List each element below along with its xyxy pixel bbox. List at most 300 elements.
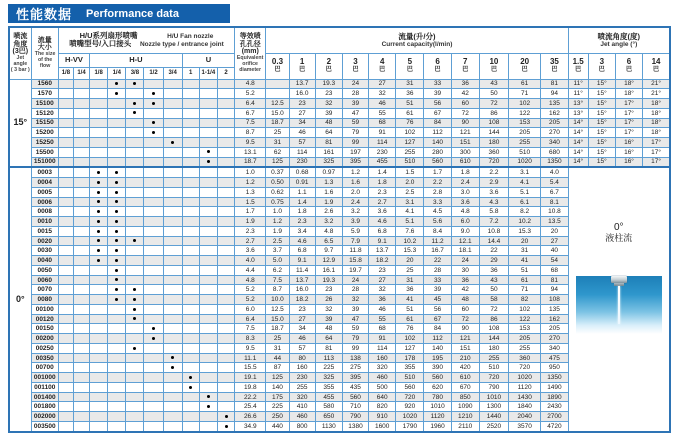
connection-availability-cell <box>182 147 199 157</box>
connection-availability-cell <box>217 392 234 402</box>
nozzle-photo <box>576 276 662 334</box>
capacity-cell: 32 <box>315 99 342 109</box>
capacity-cell: 560 <box>342 392 368 402</box>
angle-pressure-header <box>568 53 588 79</box>
capacity-pressure-header <box>266 53 289 79</box>
capacity-cell: 48 <box>315 324 342 334</box>
connection-availability-cell <box>90 334 108 344</box>
capacity-cell: 16.0 <box>289 285 315 295</box>
connection-availability-cell <box>90 421 108 432</box>
availability-dot-icon <box>115 210 118 213</box>
capacity-cell: 820 <box>369 402 396 412</box>
availability-dot-icon <box>97 181 100 184</box>
capacity-cell: 270 <box>541 128 568 138</box>
orifice-diameter-cell: 25.4 <box>235 402 266 412</box>
capacity-cell: 197 <box>342 147 368 157</box>
capacity-cell: 460 <box>369 373 396 383</box>
connection-availability-cell <box>217 118 234 128</box>
connection-availability-cell <box>199 187 217 197</box>
flow-model-cell: 1560 <box>31 79 58 89</box>
capacity-cell: 108 <box>479 324 508 334</box>
connection-availability-cell <box>144 178 163 188</box>
connection-availability-cell <box>58 128 73 138</box>
capacity-cell: 54 <box>541 256 568 266</box>
orifice-diameter-cell: 13.1 <box>235 147 266 157</box>
connection-availability-cell <box>90 295 108 305</box>
connection-availability-cell <box>58 167 73 177</box>
connection-availability-cell <box>217 256 234 266</box>
availability-dot-icon <box>133 308 136 311</box>
connection-availability-cell <box>108 353 126 363</box>
connection-availability-cell <box>90 157 108 167</box>
connection-availability-cell <box>58 402 73 412</box>
capacity-cell: 1020 <box>509 157 541 167</box>
flow-model-cell: 002000 <box>31 412 58 422</box>
capacity-cell: 15.8 <box>342 256 368 266</box>
capacity-cell: 102 <box>396 334 424 344</box>
connection-availability-cell <box>182 314 199 324</box>
connection-availability-cell <box>108 89 126 99</box>
orifice-diameter-cell: 1.2 <box>235 178 266 188</box>
capacity-pressure-header <box>509 53 541 79</box>
capacity-cell: 1.8 <box>369 178 396 188</box>
connection-availability-cell <box>144 324 163 334</box>
capacity-cell: 36 <box>396 89 424 99</box>
connection-availability-cell <box>182 157 199 167</box>
capacity-pressure-header <box>479 53 508 79</box>
connection-size-header: 3/4 <box>163 67 182 79</box>
connection-availability-cell <box>126 275 144 285</box>
jet-angle-cell: 18° <box>643 99 670 109</box>
connection-availability-cell <box>90 412 108 422</box>
capacity-cell: 720 <box>509 363 541 373</box>
connection-availability-cell <box>108 295 126 305</box>
availability-dot-icon <box>97 171 100 174</box>
connection-availability-cell <box>108 236 126 246</box>
capacity-cell: 2.4 <box>342 197 368 207</box>
capacity-cell: 26 <box>315 295 342 305</box>
connection-availability-cell <box>73 89 89 99</box>
capacity-cell <box>266 89 289 99</box>
capacity-cell: 90 <box>451 118 479 128</box>
capacity-cell: 2.7 <box>369 197 396 207</box>
capacity-cell: 4.5 <box>424 207 451 217</box>
connection-availability-cell <box>163 402 182 412</box>
connection-availability-cell <box>58 99 73 109</box>
capacity-cell: 72 <box>451 108 479 118</box>
capacity-cell: 56 <box>424 99 451 109</box>
orifice-diameter-header: 等效喷 孔孔径 (mm) Equivalent orifice diameter <box>235 27 266 79</box>
connection-availability-cell <box>182 392 199 402</box>
capacity-cell: 3.0 <box>451 187 479 197</box>
capacity-cell: 6.8 <box>289 246 315 256</box>
availability-dot-icon <box>115 278 118 281</box>
capacity-pressure-header <box>451 53 479 79</box>
capacity-cell: 122 <box>509 108 541 118</box>
capacity-cell: 6.1 <box>509 197 541 207</box>
capacity-cell: 16.7 <box>424 246 451 256</box>
connection-availability-cell <box>163 343 182 353</box>
connection-availability-cell <box>58 187 73 197</box>
connection-availability-cell <box>58 353 73 363</box>
capacity-cell: 61 <box>396 314 424 324</box>
connection-availability-cell <box>199 343 217 353</box>
connection-availability-cell <box>126 246 144 256</box>
pressure-unit: 巴 <box>625 67 632 74</box>
capacity-cell: 71 <box>509 285 541 295</box>
capacity-cell: 67 <box>424 108 451 118</box>
capacity-cell: 580 <box>315 402 342 412</box>
availability-dot-icon <box>225 425 228 428</box>
connection-availability-cell <box>73 226 89 236</box>
capacity-cell: 41 <box>509 256 541 266</box>
connection-availability-cell <box>58 324 73 334</box>
capacity-cell: 39 <box>342 99 368 109</box>
capacity-cell: 560 <box>424 157 451 167</box>
angle-pressure-header <box>588 53 615 79</box>
capacity-cell: 325 <box>315 157 342 167</box>
connection-availability-cell <box>126 402 144 412</box>
connection-availability-cell <box>58 89 73 99</box>
connection-availability-cell <box>90 236 108 246</box>
capacity-cell: 1.3 <box>315 178 342 188</box>
connection-availability-cell <box>73 187 89 197</box>
pressure-value: 35 <box>549 57 559 67</box>
flow-model-cell: 00350 <box>31 353 58 363</box>
connection-availability-cell <box>199 402 217 412</box>
capacity-cell: 2.8 <box>424 187 451 197</box>
jet-note-label: 液柱流 <box>605 233 633 244</box>
connection-availability-cell <box>58 392 73 402</box>
orifice-diameter-cell: 11.1 <box>235 353 266 363</box>
capacity-cell: 950 <box>541 363 568 373</box>
table-row <box>9 147 670 157</box>
capacity-cell: 94 <box>541 285 568 295</box>
connection-availability-cell <box>144 421 163 432</box>
connection-availability-cell <box>126 99 144 109</box>
pressure-unit: 巴 <box>274 67 281 74</box>
connection-availability-cell <box>126 187 144 197</box>
capacity-cell: 3.6 <box>479 187 508 197</box>
capacity-cell: 16.0 <box>289 89 315 99</box>
connection-availability-cell <box>73 99 89 109</box>
connection-availability-cell <box>108 265 126 275</box>
orifice-diameter-cell: 26.6 <box>235 412 266 422</box>
connection-availability-cell <box>163 363 182 373</box>
orifice-diameter-cell: 3.6 <box>235 246 266 256</box>
connection-availability-cell <box>163 118 182 128</box>
capacity-cell: 43 <box>479 79 508 89</box>
capacity-cell: 2.2 <box>479 167 508 177</box>
table-row <box>9 79 670 89</box>
capacity-cell: 1.7 <box>424 167 451 177</box>
connection-size-header: 1/8 <box>58 67 73 79</box>
jet-angle-cell: 14° <box>568 147 588 157</box>
capacity-cell: 500 <box>369 382 396 392</box>
connection-availability-cell <box>108 412 126 422</box>
pressure-unit: 巴 <box>551 67 558 74</box>
connection-availability-cell <box>163 157 182 167</box>
capacity-cell: 1.5 <box>396 167 424 177</box>
capacity-cell: 2520 <box>479 421 508 432</box>
capacity-cell: 225 <box>315 363 342 373</box>
connection-availability-cell <box>144 167 163 177</box>
capacity-cell: 32 <box>369 89 396 99</box>
capacity-cell: 44 <box>266 353 289 363</box>
capacity-cell: 5.8 <box>479 207 508 217</box>
capacity-pressure-header <box>369 53 396 79</box>
capacity-cell: 125 <box>266 373 289 383</box>
connection-availability-cell <box>163 275 182 285</box>
connection-availability-cell <box>182 118 199 128</box>
connection-availability-cell <box>182 138 199 148</box>
flow-model-cell: 0004 <box>31 178 58 188</box>
current-capacity-header: 流量(升/分) Current capacity(l/min) <box>266 27 568 53</box>
capacity-cell: 161 <box>315 147 342 157</box>
capacity-cell: 81 <box>315 138 342 148</box>
connection-availability-cell <box>73 157 89 167</box>
capacity-cell: 230 <box>369 147 396 157</box>
capacity-cell: 125 <box>266 157 289 167</box>
orifice-diameter-cell: 1.9 <box>235 217 266 227</box>
connection-availability-cell <box>163 178 182 188</box>
capacity-cell: 86 <box>479 108 508 118</box>
connection-availability-cell <box>90 187 108 197</box>
jet-angle-header: 喷流角度(度) Jet angle (°) <box>568 27 670 53</box>
table-row <box>9 118 670 128</box>
connection-availability-cell <box>126 265 144 275</box>
connection-availability-cell <box>58 304 73 314</box>
connection-size-header: 1/8 <box>90 67 108 79</box>
connection-availability-cell <box>199 79 217 89</box>
capacity-cell: 670 <box>451 382 479 392</box>
capacity-cell: 121 <box>451 128 479 138</box>
flow-model-cell: 0008 <box>31 207 58 217</box>
capacity-cell: 0.50 <box>266 178 289 188</box>
connection-availability-cell <box>126 197 144 207</box>
connection-availability-cell <box>217 353 234 363</box>
capacity-cell: 0.91 <box>289 178 315 188</box>
capacity-cell: 25 <box>266 128 289 138</box>
connection-availability-cell <box>144 89 163 99</box>
capacity-cell: 10.8 <box>479 226 508 236</box>
connection-availability-cell <box>144 187 163 197</box>
capacity-cell: 140 <box>424 138 451 148</box>
angle-pressure-header <box>643 53 670 79</box>
pressure-unit: 巴 <box>434 67 441 74</box>
connection-availability-cell <box>126 373 144 383</box>
capacity-cell: 0.62 <box>266 187 289 197</box>
capacity-cell: 48 <box>315 118 342 128</box>
availability-dot-icon <box>115 269 118 272</box>
jet-angle-cell: 17° <box>643 147 670 157</box>
connection-availability-cell <box>58 178 73 188</box>
pressure-value: 0.3 <box>271 57 284 67</box>
capacity-cell: 15.0 <box>266 314 289 324</box>
capacity-cell: 15.3 <box>396 246 424 256</box>
connection-availability-cell <box>73 275 89 285</box>
capacity-cell: 275 <box>342 363 368 373</box>
jet-note-cell <box>568 167 670 432</box>
connection-availability-cell <box>73 207 89 217</box>
capacity-cell: 140 <box>424 343 451 353</box>
connection-availability-cell <box>73 402 89 412</box>
capacity-cell: 3.4 <box>289 226 315 236</box>
connection-availability-cell <box>126 285 144 295</box>
connection-availability-cell <box>144 197 163 207</box>
capacity-cell: 22 <box>424 256 451 266</box>
capacity-cell: 180 <box>479 343 508 353</box>
connection-availability-cell <box>182 128 199 138</box>
capacity-cell: 102 <box>509 304 541 314</box>
connection-availability-cell <box>108 207 126 217</box>
connection-availability-cell <box>199 226 217 236</box>
capacity-cell: 10.2 <box>509 217 541 227</box>
capacity-cell: 68 <box>369 324 396 334</box>
connection-availability-cell <box>163 256 182 266</box>
orifice-diameter-cell: 9.5 <box>235 343 266 353</box>
capacity-cell: 32 <box>315 304 342 314</box>
connection-availability-cell <box>182 108 199 118</box>
orifice-diameter-cell: 6.0 <box>235 304 266 314</box>
orifice-diameter-cell: 1.0 <box>235 167 266 177</box>
capacity-cell: 6.8 <box>369 226 396 236</box>
availability-dot-icon <box>207 150 210 153</box>
capacity-cell: 790 <box>479 382 508 392</box>
capacity-cell: 48 <box>451 295 479 305</box>
connection-availability-cell <box>90 128 108 138</box>
capacity-cell: 910 <box>369 412 396 422</box>
capacity-cell: 5.1 <box>396 217 424 227</box>
capacity-cell: 50 <box>479 285 508 295</box>
connection-availability-cell <box>126 412 144 422</box>
capacity-cell: 510 <box>479 363 508 373</box>
capacity-cell: 270 <box>541 334 568 344</box>
availability-dot-icon <box>115 288 118 291</box>
connection-availability-cell <box>217 382 234 392</box>
connection-availability-cell <box>108 128 126 138</box>
capacity-cell: 24 <box>342 79 368 89</box>
connection-availability-cell <box>58 217 73 227</box>
capacity-cell: 340 <box>541 343 568 353</box>
capacity-cell: 7.5 <box>266 275 289 285</box>
connection-availability-cell <box>144 402 163 412</box>
capacity-cell: 79 <box>342 128 368 138</box>
connection-availability-cell <box>58 226 73 236</box>
capacity-cell: 1.1 <box>289 187 315 197</box>
capacity-cell: 29 <box>479 256 508 266</box>
connection-availability-cell <box>217 226 234 236</box>
capacity-cell: 91 <box>369 128 396 138</box>
capacity-cell: 31 <box>396 79 424 89</box>
pressure-unit: 巴 <box>575 67 582 74</box>
capacity-cell: 10.0 <box>266 295 289 305</box>
capacity-cell: 153 <box>509 118 541 128</box>
connection-availability-cell <box>217 138 234 148</box>
jet-note-angle: 0° <box>614 222 624 234</box>
capacity-cell: 1380 <box>342 421 368 432</box>
connection-availability-cell <box>73 285 89 295</box>
connection-availability-cell <box>58 295 73 305</box>
capacity-cell: 114 <box>289 147 315 157</box>
pressure-value: 10 <box>489 57 499 67</box>
capacity-cell: 4.8 <box>451 207 479 217</box>
capacity-cell: 34 <box>289 118 315 128</box>
connection-availability-cell <box>58 256 73 266</box>
pressure-value: 1.5 <box>572 57 584 67</box>
connection-availability-cell <box>126 314 144 324</box>
jet-angle-cell: 15° <box>588 147 615 157</box>
connection-availability-cell <box>108 314 126 324</box>
capacity-cell: 420 <box>451 363 479 373</box>
table-row <box>9 167 670 177</box>
orifice-diameter-cell: 4.8 <box>235 79 266 89</box>
capacity-cell: 320 <box>289 392 315 402</box>
capacity-cell: 11.4 <box>289 265 315 275</box>
connection-availability-cell <box>199 207 217 217</box>
capacity-cell: 205 <box>541 118 568 128</box>
connection-availability-cell <box>163 421 182 432</box>
flow-model-cell: 0060 <box>31 275 58 285</box>
connection-availability-cell <box>58 108 73 118</box>
connection-availability-cell <box>163 108 182 118</box>
connection-availability-cell <box>58 334 73 344</box>
capacity-cell: 205 <box>541 324 568 334</box>
capacity-cell: 1090 <box>451 402 479 412</box>
connection-availability-cell <box>126 421 144 432</box>
capacity-cell: 15.0 <box>266 108 289 118</box>
orifice-diameter-cell: 1.3 <box>235 187 266 197</box>
capacity-cell: 24 <box>451 256 479 266</box>
capacity-cell: 355 <box>315 382 342 392</box>
connection-availability-cell <box>144 256 163 266</box>
connection-availability-cell <box>90 256 108 266</box>
connection-availability-cell <box>199 334 217 344</box>
capacity-cell: 94 <box>541 89 568 99</box>
connection-availability-cell <box>182 236 199 246</box>
capacity-cell: 1120 <box>424 412 451 422</box>
availability-dot-icon <box>115 220 118 223</box>
availability-dot-icon <box>152 102 155 105</box>
pressure-value: 20 <box>520 57 530 67</box>
capacity-cell: 440 <box>266 421 289 432</box>
capacity-cell: 108 <box>479 118 508 128</box>
connection-availability-cell <box>163 265 182 275</box>
capacity-cell: 19.3 <box>315 79 342 89</box>
capacity-cell: 2.0 <box>396 178 424 188</box>
capacity-cell: 46 <box>289 334 315 344</box>
availability-dot-icon <box>133 102 136 105</box>
capacity-cell: 1.9 <box>315 197 342 207</box>
capacity-cell: 1.8 <box>289 207 315 217</box>
flow-model-cell: 00150 <box>31 324 58 334</box>
capacity-cell: 1130 <box>315 421 342 432</box>
capacity-cell: 22 <box>479 246 508 256</box>
capacity-cell: 3.2 <box>342 207 368 217</box>
capacity-cell: 3.6 <box>451 197 479 207</box>
connection-availability-cell <box>126 217 144 227</box>
availability-dot-icon <box>207 160 210 163</box>
capacity-cell: 36 <box>396 285 424 295</box>
connection-availability-cell <box>199 118 217 128</box>
capacity-cell: 41 <box>396 295 424 305</box>
connection-availability-cell <box>73 304 89 314</box>
connection-availability-cell <box>199 128 217 138</box>
capacity-cell: 86 <box>479 314 508 324</box>
connection-availability-cell <box>217 207 234 217</box>
flow-model-cell: 0080 <box>31 295 58 305</box>
connection-availability-cell <box>58 147 73 157</box>
